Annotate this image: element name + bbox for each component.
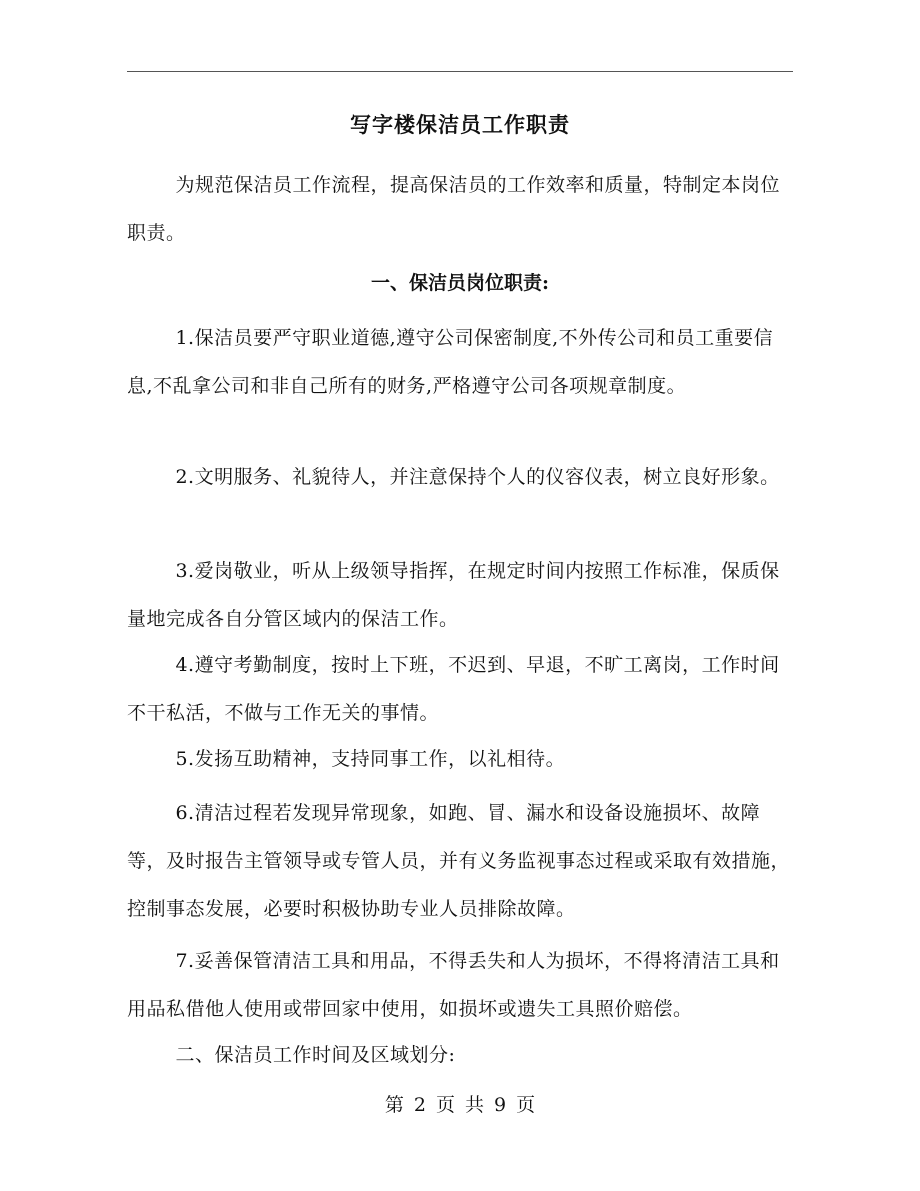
duty-item-4: 4.遵守考勤制度，按时上下班，不迟到、早退，不旷工离岗，工作时间不干私活，不做与工作无关的事情。	[127, 654, 780, 724]
duty-item-3: 3.爱岗敬业，听从上级领导指挥，在规定时间内按照工作标准，保质保量地完成各自分管区域内的保洁工作。	[127, 560, 780, 630]
duty-item-7: 7.妥善保管清洁工具和用品，不得丢失和人为损坏，不得将清洁工具和用品私借他人使用或带回家中使用，如损坏或遗失工具照价赔偿。	[127, 950, 780, 1020]
section-heading-duties: 一、保洁员岗位职责:	[370, 272, 549, 294]
document-title: 写字楼保洁员工作职责	[350, 112, 570, 137]
duty-item-5: 5.发扬互助精神，支持同事工作，以礼相待。	[175, 748, 566, 770]
duty-item-1: 1.保洁员要严守职业道德,遵守公司保密制度,不外传公司和员工重要信息,不乱拿公司和非自己所有的财务,严格遵守公司各项规章制度。	[127, 327, 774, 397]
duty-item-2: 2.文明服务、礼貌待人，并注意保持个人的仪容仪表，树立良好形象。	[175, 466, 780, 488]
section-heading-schedule: 二、保洁员工作时间及区域划分:	[175, 1044, 456, 1066]
intro-paragraph: 为规范保洁员工作流程，提高保洁员的工作效率和质量，特制定本岗位职责。	[127, 174, 780, 244]
header-divider	[127, 71, 793, 72]
duty-item-6: 6.清洁过程若发现异常现象，如跑、冒、漏水和设备设施损坏、故障等，及时报告主管领导或专管人员，并有义务监视事态过程或采取有效措施，控制事态发展，必要时积极协助专业人员排除故障。	[127, 802, 791, 920]
page-number: 第 2 页 共 9 页	[384, 1094, 536, 1116]
